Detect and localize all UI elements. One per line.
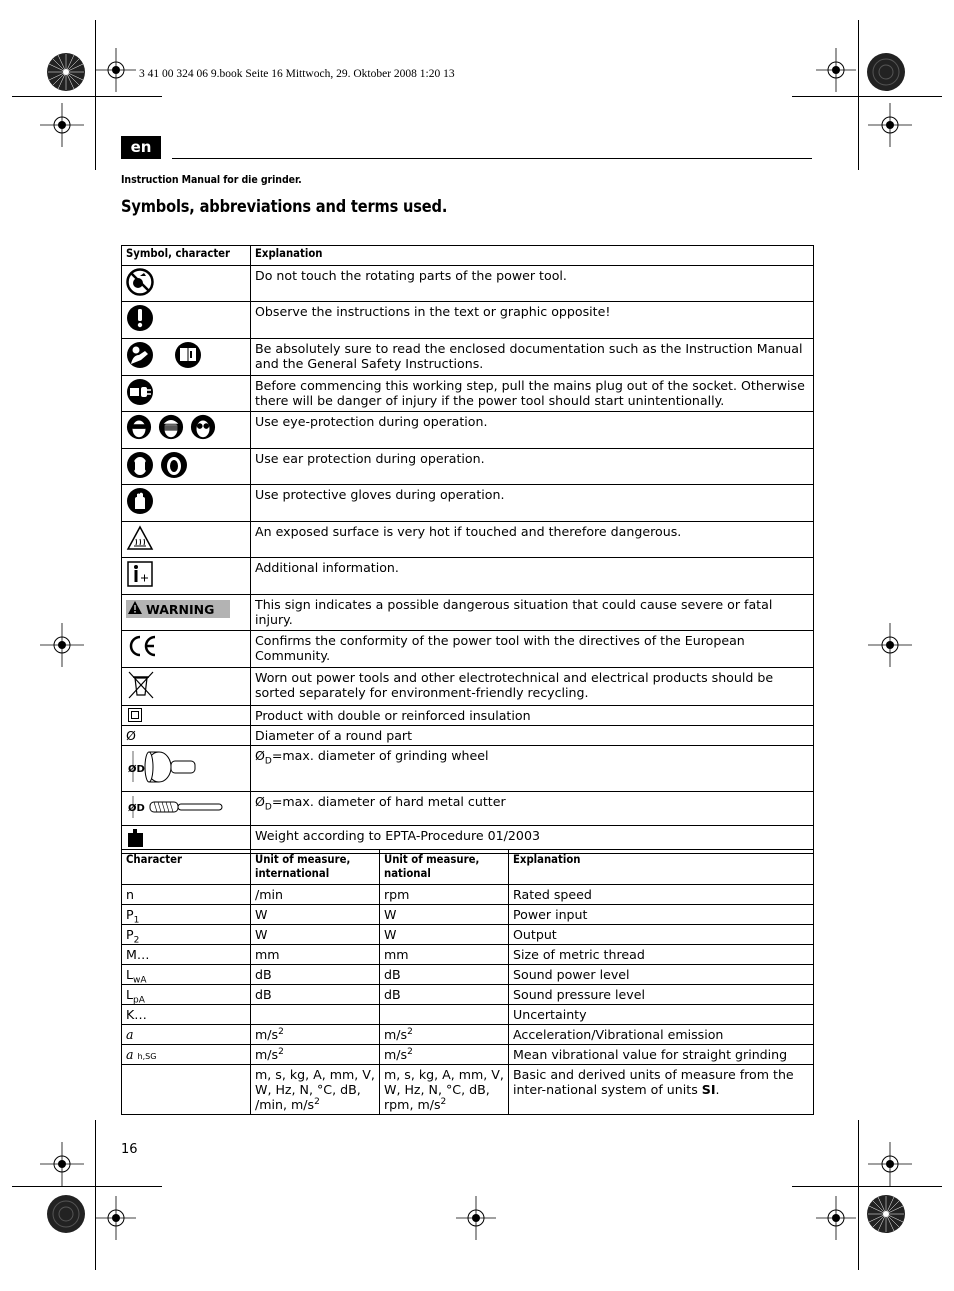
unit-national-cell bbox=[380, 1005, 509, 1025]
table-row bbox=[122, 885, 814, 905]
column-header-explanation: Explanation bbox=[251, 246, 814, 266]
column-header-explanation: Explanation bbox=[509, 850, 814, 885]
explanation-text: Be absolutely sure to read the enclosed documentation such as the Instruction Manual and the General Safety Instructions. bbox=[251, 339, 814, 376]
language-tab: en bbox=[121, 136, 161, 159]
no-touch-rotating-icon bbox=[126, 284, 154, 299]
table-row bbox=[122, 945, 814, 965]
character-cell: $L_{pA}$ bbox=[122, 985, 251, 1005]
unit-international-cell: m, s, kg, A, mm, V, W, Hz, N, °C, dB, /min, $m/s^2$ bbox=[251, 1065, 380, 1115]
table-row bbox=[122, 449, 814, 485]
exclamation-icon bbox=[126, 320, 154, 335]
crosshair-mark bbox=[868, 103, 912, 147]
table-row bbox=[122, 631, 814, 668]
grinding-wheel-diameter-icon bbox=[126, 764, 198, 789]
explanation-text: An exposed surface is very hot if touched and therefore dangerous. bbox=[251, 522, 814, 558]
registration-rosette bbox=[46, 1194, 86, 1234]
explanation-text: Before commencing this working step, pull the mains plug out of the socket. Otherwise there will be danger of injury if the power tool should start unintentionally. bbox=[251, 376, 814, 412]
explanation-text: Worn out power tools and other electrotechnical and electrical products should be sorted separately for environment-friendly recycling. bbox=[251, 668, 814, 706]
crop-line bbox=[792, 1186, 942, 1187]
double-insulation-icon bbox=[128, 710, 142, 725]
unit-international-cell bbox=[251, 1005, 380, 1025]
document-subtitle: Instruction Manual for die grinder. bbox=[121, 173, 302, 186]
warning-icon bbox=[128, 601, 142, 617]
explanation-cell: Output bbox=[509, 925, 814, 945]
character-cell: a h,SG bbox=[122, 1045, 251, 1065]
symbols-table bbox=[121, 245, 814, 854]
hot-surface-icon bbox=[126, 540, 154, 555]
header-rule bbox=[172, 158, 812, 159]
crop-line bbox=[858, 1120, 859, 1270]
gloves-icon bbox=[126, 503, 154, 518]
crosshair-mark bbox=[816, 48, 856, 92]
crosshair-mark bbox=[96, 48, 136, 92]
unit-international-cell: dB bbox=[251, 965, 380, 985]
unit-international-cell: $m/s^2$ bbox=[251, 1025, 380, 1045]
character-cell: $P_2$ bbox=[122, 925, 251, 945]
table-row bbox=[122, 668, 814, 706]
explanation-cell: Sound power level bbox=[509, 965, 814, 985]
unit-national-cell: dB bbox=[380, 965, 509, 985]
unit-national-cell: dB bbox=[380, 985, 509, 1005]
explanation-cell: Basic and derived units of measure from the inter-national system of units SI. bbox=[509, 1065, 814, 1115]
unit-international-cell: W bbox=[251, 905, 380, 925]
table-row bbox=[122, 985, 814, 1005]
explanation-cell: Power input bbox=[509, 905, 814, 925]
character-cell: M… bbox=[122, 945, 251, 965]
crosshair-mark bbox=[868, 623, 912, 667]
unit-national-cell: W bbox=[380, 925, 509, 945]
unit-international-cell: $m/s^2$ bbox=[251, 1045, 380, 1065]
read-manual-icon bbox=[126, 341, 246, 369]
registration-rosette bbox=[866, 1194, 906, 1234]
crosshair-mark bbox=[868, 1142, 912, 1186]
unit-national-cell: rpm bbox=[380, 885, 509, 905]
explanation-cell: Rated speed bbox=[509, 885, 814, 905]
explanation-text: =max. diameter of hard metal cutter bbox=[271, 794, 506, 809]
column-header-unit-international: Unit of measure, international bbox=[251, 850, 380, 885]
crop-line bbox=[12, 96, 162, 97]
crosshair-mark bbox=[40, 623, 84, 667]
explanation-text: =max. diameter of grinding wheel bbox=[271, 748, 489, 763]
character-cell: $L_{wA}$ bbox=[122, 965, 251, 985]
registration-rosette bbox=[866, 52, 906, 92]
unit-national-cell: m, s, kg, A, mm, V, W, Hz, N, °C, dB, rpm, $m/s^2$ bbox=[380, 1065, 509, 1115]
unplug-icon bbox=[126, 394, 154, 409]
explanation-text: Observe the instructions in the text or graphic opposite! bbox=[251, 302, 814, 339]
table-row bbox=[122, 726, 814, 746]
explanation-text: Use protective gloves during operation. bbox=[251, 485, 814, 522]
crop-line bbox=[95, 1120, 96, 1270]
table-row bbox=[122, 595, 814, 631]
explanation-text: Use eye-protection during operation. bbox=[251, 412, 814, 449]
explanation-text: Use ear protection during operation. bbox=[251, 449, 814, 485]
table-row bbox=[122, 1045, 814, 1065]
explanation-text: Confirms the conformity of the power tool with the directives of the European Community. bbox=[251, 631, 814, 668]
crop-line bbox=[12, 1186, 162, 1187]
diameter-symbol: Ø bbox=[255, 794, 265, 809]
character-cell: n bbox=[122, 885, 251, 905]
svg-text:ØD: ØD bbox=[128, 764, 145, 775]
unit-international-cell: mm bbox=[251, 945, 380, 965]
column-header-character: Character bbox=[122, 850, 251, 885]
unit-national-cell: W bbox=[380, 905, 509, 925]
table-row bbox=[122, 522, 814, 558]
crosshair-mark bbox=[40, 103, 84, 147]
table-row bbox=[122, 706, 814, 726]
table-row bbox=[122, 558, 814, 595]
diameter-symbol: Ø bbox=[122, 726, 251, 746]
explanation-cell: Size of metric thread bbox=[509, 945, 814, 965]
diameter-subscript: D bbox=[264, 756, 272, 767]
ce-mark-icon bbox=[126, 647, 158, 662]
crosshair-mark bbox=[96, 1196, 136, 1240]
section-title: Symbols, abbreviations and terms used. bbox=[121, 197, 448, 217]
crop-line bbox=[858, 20, 859, 170]
explanation-text: Weight according to EPTA-Procedure 01/2003 bbox=[251, 826, 814, 854]
diameter-subscript: D bbox=[264, 802, 272, 813]
cutter-diameter-icon bbox=[126, 803, 226, 823]
unit-international-cell: /min bbox=[251, 885, 380, 905]
table-header-row bbox=[122, 246, 814, 266]
explanation-text: Additional information. bbox=[251, 558, 814, 595]
table-row bbox=[122, 1025, 814, 1045]
explanation-cell: Sound pressure level bbox=[509, 985, 814, 1005]
explanation-text: Diameter of a round part bbox=[251, 726, 814, 746]
table-row bbox=[122, 485, 814, 522]
explanation-text: Product with double or reinforced insulation bbox=[251, 706, 814, 726]
crossed-bin-icon bbox=[126, 688, 156, 703]
explanation-cell: Uncertainty bbox=[509, 1005, 814, 1025]
table-row bbox=[122, 1005, 814, 1025]
unit-national-cell: $m/s^2$ bbox=[380, 1025, 509, 1045]
table-row bbox=[122, 1065, 814, 1115]
print-info-line: 3 41 00 324 06 9.book Seite 16 Mittwoch, 29. Oktober 2008 1:20 13 bbox=[139, 68, 455, 80]
crosshair-mark bbox=[816, 1196, 856, 1240]
eye-protection-icon bbox=[126, 414, 246, 440]
table-row bbox=[122, 925, 814, 945]
table-row bbox=[122, 905, 814, 925]
column-header-symbol: Symbol, character bbox=[122, 246, 251, 266]
explanation-text: This sign indicates a possible dangerous situation that could cause severe or fatal injury. bbox=[251, 595, 814, 631]
ear-protection-icon bbox=[126, 451, 246, 479]
explanation-cell: Acceleration/Vibrational emission bbox=[509, 1025, 814, 1045]
unit-international-cell: W bbox=[251, 925, 380, 945]
crosshair-mark bbox=[40, 1142, 84, 1186]
table-row bbox=[122, 792, 814, 826]
info-icon bbox=[126, 576, 154, 591]
crop-line bbox=[792, 96, 942, 97]
character-cell: a bbox=[122, 1025, 251, 1045]
registration-rosette bbox=[46, 52, 86, 92]
table-row bbox=[122, 746, 814, 792]
table-row bbox=[122, 376, 814, 412]
svg-text:ØD: ØD bbox=[128, 803, 145, 814]
table-row bbox=[122, 302, 814, 339]
warning-label: WARNING bbox=[126, 600, 230, 618]
table-row bbox=[122, 965, 814, 985]
character-cell: K… bbox=[122, 1005, 251, 1025]
table-row bbox=[122, 266, 814, 302]
table-header-row bbox=[122, 850, 814, 885]
character-cell bbox=[122, 1065, 251, 1115]
crosshair-mark bbox=[456, 1196, 496, 1240]
column-header-unit-national: Unit of measure, national bbox=[380, 850, 509, 885]
explanation-text: Do not touch the rotating parts of the power tool. bbox=[251, 266, 814, 302]
diameter-symbol: Ø bbox=[255, 748, 265, 763]
unit-national-cell: mm bbox=[380, 945, 509, 965]
table-row bbox=[122, 412, 814, 449]
crop-line bbox=[95, 20, 96, 170]
unit-international-cell: dB bbox=[251, 985, 380, 1005]
explanation-cell: Mean vibrational value for straight grinding bbox=[509, 1045, 814, 1065]
units-table bbox=[121, 849, 814, 1115]
character-cell: $P_1$ bbox=[122, 905, 251, 925]
page-number: 16 bbox=[121, 1142, 138, 1157]
table-row bbox=[122, 339, 814, 376]
unit-national-cell: $m/s^2$ bbox=[380, 1045, 509, 1065]
